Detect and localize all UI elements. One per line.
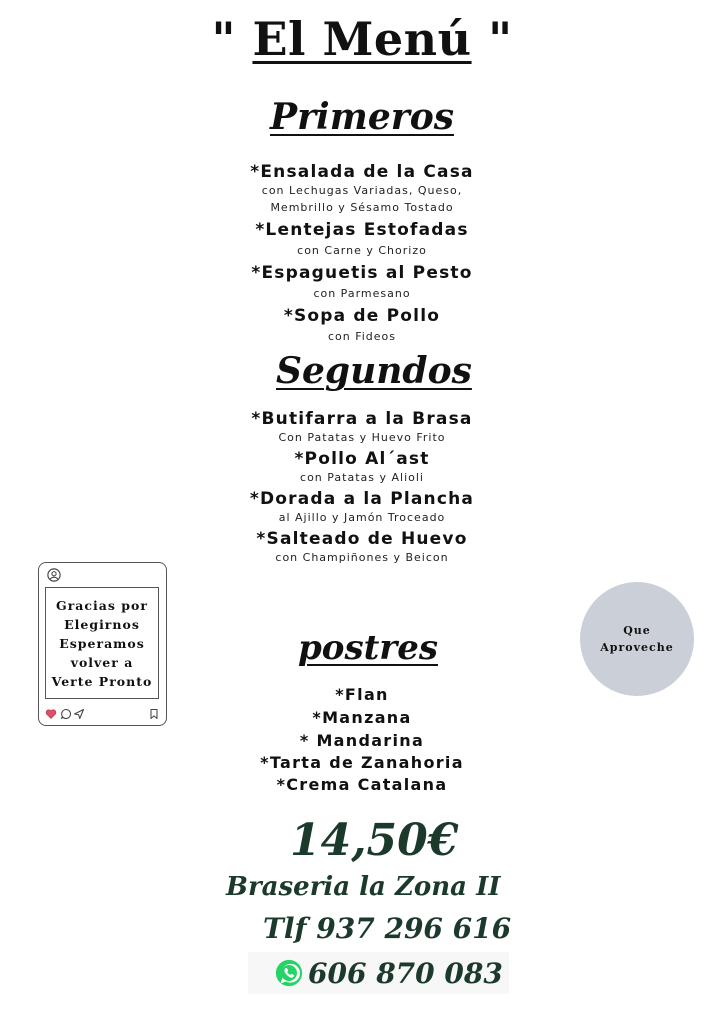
postre-5: *Crema Catalana xyxy=(276,775,448,794)
primeros-desc-4: con Fideos xyxy=(327,330,397,343)
primeros-dish-2: *Lentejas Estofadas xyxy=(255,220,469,240)
primeros-dish-1: *Ensalada de la Casa xyxy=(250,162,474,182)
heart-icon xyxy=(45,708,57,720)
que-aproveche-badge xyxy=(580,582,694,696)
card-message: Gracias por Elegirnos Esperamos volver a Verte Pronto xyxy=(51,597,153,689)
menu-title xyxy=(0,12,724,66)
primeros-desc-3: con Parmesano xyxy=(313,287,411,300)
title-open-quote: " xyxy=(211,12,236,66)
postres-heading: postres xyxy=(298,628,438,668)
comment-icon xyxy=(60,708,72,720)
postre-3: * Mandarina xyxy=(299,731,425,750)
segundos-dish-1: *Butifarra a la Brasa xyxy=(251,409,473,429)
postre-2: *Manzana xyxy=(312,708,412,727)
primeros-desc-2: con Carne y Chorizo xyxy=(297,244,427,257)
primeros-desc-1b: Membrillo y Sésamo Tostado xyxy=(270,201,454,214)
menu-price: 14,50€ xyxy=(290,815,459,866)
phone-number: Tlf 937 296 616 xyxy=(263,912,512,945)
whatsapp-number: 606 870 083 xyxy=(308,956,503,990)
primeros-dish-3: *Espaguetis al Pesto xyxy=(251,263,473,283)
segundos-dish-4: *Salteado de Huevo xyxy=(256,529,468,549)
primeros-dish-4: *Sopa de Pollo xyxy=(283,306,441,326)
segundos-desc-1: Con Patatas y Huevo Frito xyxy=(278,431,446,444)
avatar-icon xyxy=(47,568,61,582)
segundos-dish-2: *Pollo Al´ast xyxy=(294,449,430,469)
badge-line-2: Aproveche xyxy=(600,641,674,654)
title-text: El Menú xyxy=(252,12,472,66)
segundos-dish-3: *Dorada a la Plancha xyxy=(249,489,475,509)
segundos-desc-3: al Ajillo y Jamón Troceado xyxy=(278,511,446,524)
whatsapp-contact xyxy=(248,952,509,994)
whatsapp-icon xyxy=(274,958,304,988)
postre-4: *Tarta de Zanahoria xyxy=(260,753,464,772)
segundos-desc-2: con Patatas y Alioli xyxy=(300,471,424,484)
share-icon xyxy=(73,708,85,720)
primeros-desc-1a: con Lechugas Variadas, Queso, xyxy=(261,184,463,197)
primeros-heading: Primeros xyxy=(270,96,454,138)
thanks-post-card xyxy=(38,562,167,726)
card-text-box xyxy=(45,587,159,699)
bookmark-icon xyxy=(148,708,160,720)
badge-line-1: Que xyxy=(623,624,651,637)
segundos-heading: Segundos xyxy=(276,350,472,392)
segundos-desc-4: con Champiñones y Beicon xyxy=(275,551,449,564)
restaurant-name: Braseria la Zona II xyxy=(226,872,501,902)
postre-1: *Flan xyxy=(335,685,389,704)
title-close-quote: " xyxy=(488,12,513,66)
